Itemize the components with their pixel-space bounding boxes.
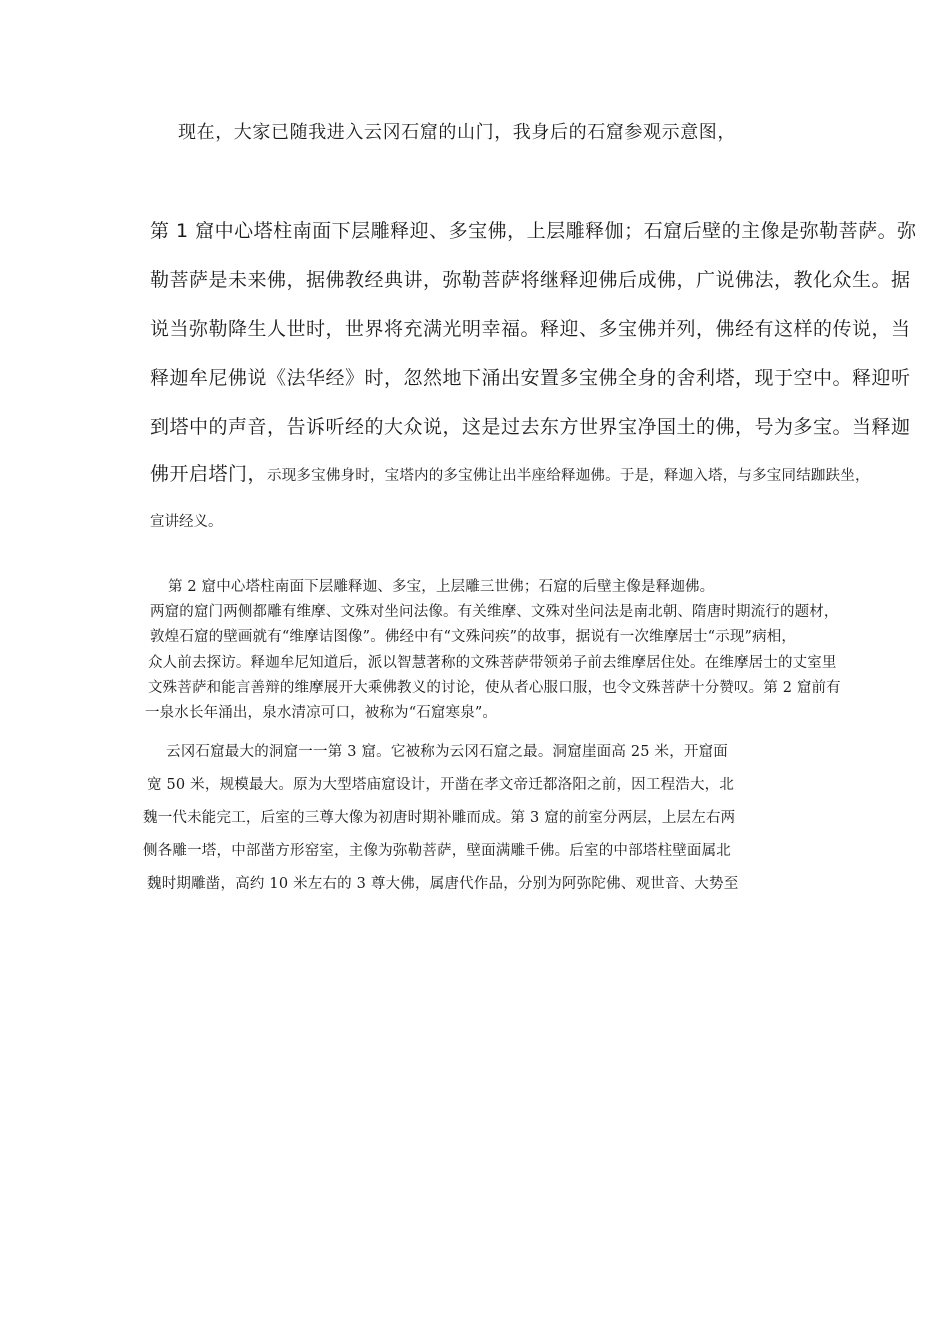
cave2-line-3: 敦煌石窟的壁画就有“维摩诘图像”。佛经中有“文殊问疾”的故事，据说有一次维摩居士“示现”病相， bbox=[150, 629, 797, 645]
cave2-line-4: 众人前去探访。释迦牟尼知道后，派以智慧著称的文殊菩萨带领弟子前去维摩居住处。在维摩居士的丈室里 bbox=[148, 655, 837, 671]
cave1-line-6-large: 佛开启塔门， bbox=[150, 463, 268, 485]
cave2-line-6: 一泉水长年涌出，泉水清凉可口，被称为“石窟寒泉”。 bbox=[145, 705, 498, 721]
cave1-line-1: 第 1 窟中心塔柱南面下层雕释迎、多宝佛，上层雕释伽；石窟后壁的主像是弥勒菩萨。弥 bbox=[150, 220, 917, 242]
cave3-line-4: 侧各雕一塔，中部凿方形窑室，主像为弥勒菩萨，壁面满雕千佛。后室的中部塔柱壁面属北 bbox=[143, 843, 731, 859]
cave2-line-5: 文殊菩萨和能言善辩的维摩展开大乘佛教义的讨论，使从者心服口服，也令文殊菩萨十分赞叹。第 2 窟前有 bbox=[148, 680, 841, 696]
cave3-line-2: 宽 50 米，规模最大。原为大型塔庙窟设计，开凿在孝文帝迁都洛阳之前，因工程浩大，北 bbox=[147, 777, 735, 793]
cave1-line-2: 勒菩萨是未来佛，据佛教经典讲，弥勒菩萨将继释迎佛后成佛，广说佛法，教化众生。据 bbox=[150, 269, 911, 291]
cave1-line-6-small: 示现多宝佛身时，宝塔内的多宝佛让出半座给释迦佛。于是，释迦入塔，与多宝同结跏趺坐， bbox=[267, 468, 870, 484]
cave1-line-3: 说当弥勒降生人世时，世界将充满光明幸福。释迎、多宝佛并列，佛经有这样的传说，当 bbox=[150, 318, 911, 340]
cave3-line-1: 云冈石窟最大的洞窟一一第 3 窟。它被称为云冈石窟之最。洞窟崖面高 25 米，开窟面 bbox=[166, 744, 729, 760]
cave2-line-2: 两窟的窟门两侧都雕有维摩、文殊对坐问法像。有关维摩、文殊对坐问法是南北朝、隋唐时期流行的题材， bbox=[150, 604, 839, 620]
intro-paragraph: 现在，大家已随我进入云冈石窟的山门，我身后的石窟参观示意图， bbox=[178, 122, 736, 143]
cave1-line-7: 宣讲经义。 bbox=[150, 514, 223, 530]
cave1-line-4: 释迦牟尼佛说《法华经》时，忽然地下涌出安置多宝佛全身的舍利塔，现于空中。释迎听 bbox=[150, 367, 911, 389]
cave1-line-5: 到塔中的声音，告诉听经的大众说，这是过去东方世界宝净国土的佛，号为多宝。当释迦 bbox=[150, 416, 911, 438]
cave3-line-5: 魏时期雕凿，高约 10 米左右的 3 尊大佛，属唐代作品，分别为阿弥陀佛、观世音、大势至 bbox=[147, 876, 739, 892]
cave2-line-1: 第 2 窟中心塔柱南面下层雕释迦、多宝，上层雕三世佛；石窟的后壁主像是释迦佛。 bbox=[168, 579, 715, 595]
cave1-line-6 bbox=[150, 459, 870, 486]
cave3-line-3: 魏一代未能完工，后室的三尊大像为初唐时期补雕而成。第 3 窟的前室分两层，上层左右两 bbox=[143, 810, 736, 826]
